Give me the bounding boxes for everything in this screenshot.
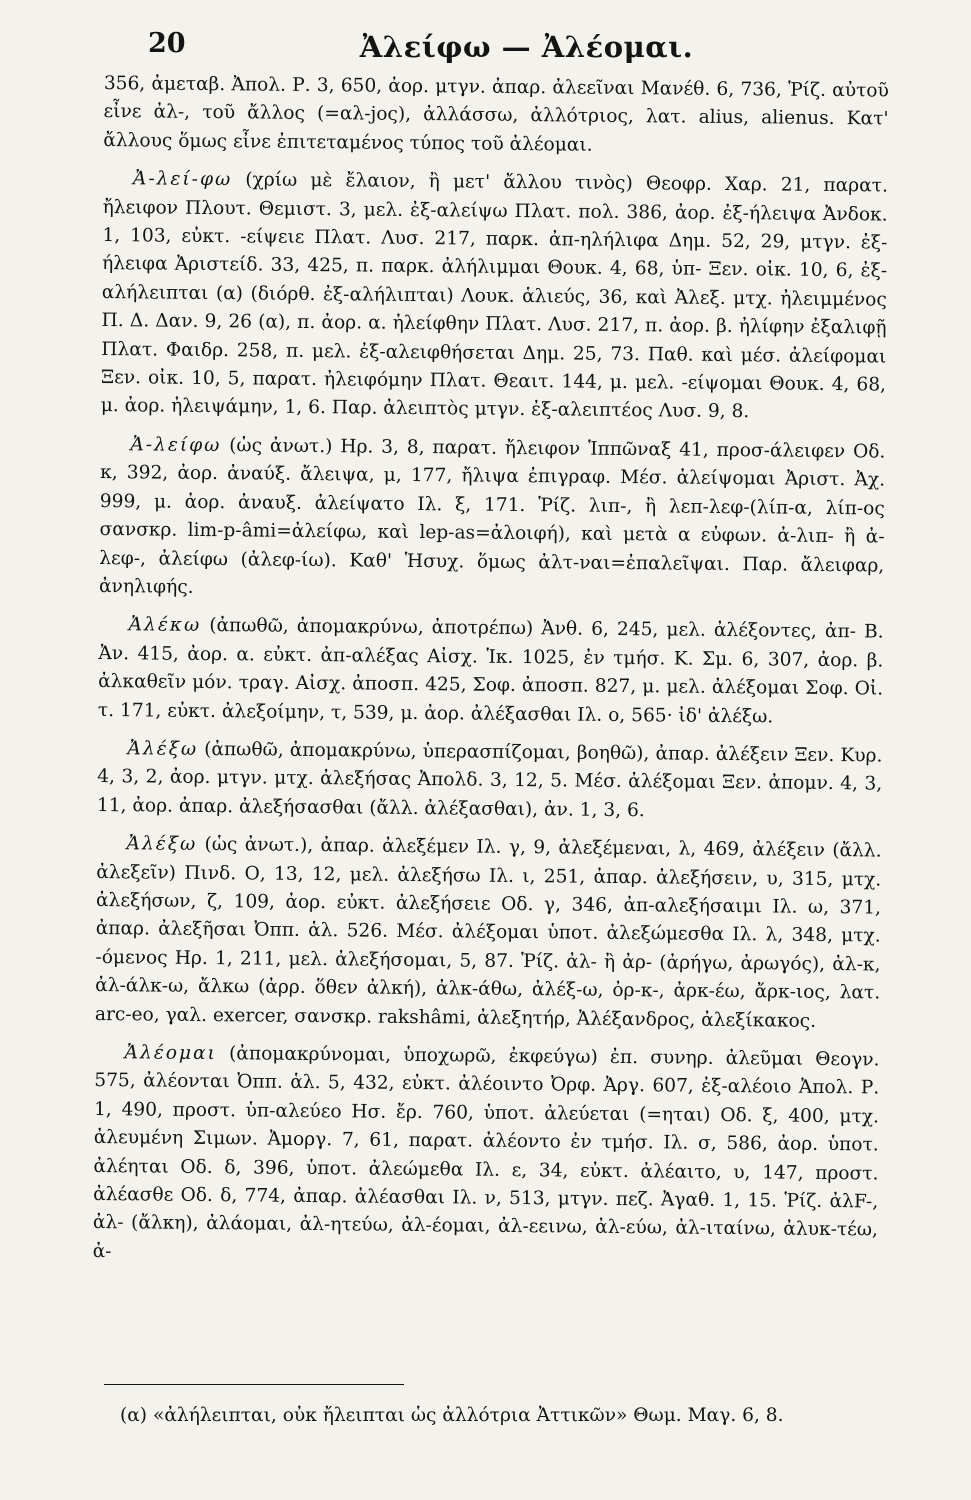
entry-lemma: Ἀλέξω bbox=[127, 738, 199, 760]
entry-text: (ὡς ἀνωτ.), ἀπαρ. ἀλεξέμεν Ιλ. γ, 9, ἀλεξέμεναι, λ, 469, ἀλέξειν (ἄλλ. ἀλεξεῖν) Πινδ. Ο, 13, 12, μελ. ἀλεξήσω Ιλ. ι, 251, ἀπαρ. ἀλεξήσειν, υ, 315, μτχ. ἀλεξήσων, ζ, 109, ἀορ. εὐκτ. ἀλεξήσειε Οδ. γ, 346, ἀπ-αλεξήσαιμι Ιλ. ω, 371, ἀπαρ. ἀλεξῆσαι Ὀππ. ἁλ. 526. Μέσ. ἀλέξομαι ὑποτ. ἀλεξώμεσθα Ιλ. λ, 348, μτχ. -όμενος Ηρ. 1, 211, μελ. ἀλεξήσομαι, 5, 87. Ῥίζ. ἀλ- ἢ ἀρ- (ἀρήγω, ἀρωγός), ἀλ-κ, ἀλ-άλκ-ω, ἄλκω (ἀρρ. ὅθεν ἀλκή), ἀλκ-άθω, ἀλέξ-ω, ὀρ-κ-, ἀρκ-έω, ἄρκ-ιος, λατ. arc-eo, γαλ. exercer, σανσκρ. rakshâmi, ἀλεξητήρ, Ἀλέξανδρος, ἀλεξίκακος. bbox=[94, 834, 882, 1032]
entry bbox=[97, 735, 883, 828]
entry bbox=[95, 830, 882, 1036]
entry-text: (ἀπωθῶ, ἀπομακρύνω, ἀποτρέπω) Ἀνθ. 6, 245, μελ. ἀλέξοντες, ἀπ- Β. Ἀν. 415, ἀορ. α. εὐκτ. ἀπ-αλέξας Αἰσχ. Ἱκ. 1025, ἐν τμήσ. Κ. Σμ. 6, 307, ἀορ. β. ἀλκαθεῖν μόν. τραγ. Αἰσχ. ἀποσπ. 425, Σοφ. ἀποσπ. 827, μ. μελ. ἀλέξομαι Σοφ. Οἰ. τ. 171, εὐκτ. ἀλεξοίμην, τ, 539, μ. ἀορ. ἀλέξασθαι Ιλ. ο, 565· ἰδ' ἀλέξω. bbox=[97, 615, 884, 727]
footnote: (α) «ἀλήλειπται, οὐκ ἤλειπται ὡς ἀλλότρια Ἀττικῶν» Θωμ. Μαγ. 6, 8. bbox=[120, 1405, 784, 1426]
page-header bbox=[104, 14, 889, 70]
entries-body bbox=[93, 70, 889, 1274]
entry-text: (ἀπωθῶ, ἀπομακρύνω, ὑπερασπίζομαι, βοηθῶ), ἀπαρ. ἀλέξειν Ξεν. Κυρ. 4, 3, 2, ἀορ. μτγν. μτχ. ἀλεξήσας Ἀπολδ. 3, 12, 5. Μέσ. ἀλέξομαι Ξεν. ἀπομν. 4, 3, 11, ἀορ. ἀπαρ. ἀλεξήσασθαι (ἄλλ. ἀλέξασθαι), ἀν. 1, 3, 6. bbox=[96, 738, 883, 821]
entry bbox=[98, 611, 884, 732]
entry bbox=[103, 70, 889, 163]
footnote-divider bbox=[104, 1384, 404, 1385]
entry-lemma: Ἀλέκω bbox=[128, 614, 202, 637]
running-head: Ἀλείφω — Ἀλέομαι. bbox=[359, 30, 694, 64]
entry-lemma: Ἀλέξω bbox=[126, 833, 198, 856]
entry-text: (ἀπομακρύνομαι, ὑποχωρῶ, ἐκφεύγω) ἐπ. συνηρ. ἀλεῦμαι Θεογν. 575, ἀλέονται Ὀππ. ἁλ. 5, 432, εὐκτ. ἀλέοιντο Ὀρφ. Ἀργ. 607, ἐξ-αλέοιο Ἀπολ. Ρ. 1, 490, προστ. ὑπ-αλεύεο Ησ. ἔρ. 760, ὑποτ. ἀλεύεται (=ηται) Οδ. ξ, 400, μτχ. ἀλευμένη Σιμων. Ἀμοργ. 7, 61, παρατ. ἀλέοντο ἐν τμήσ. Ιλ. σ, 586, ἀορ. ὑποτ. ἀλέηται Οδ. δ, 396, ὑποτ. ἀλεώμεθα Ιλ. ε, 34, εὐκτ. ἀλέαιτο, υ, 147, προστ. ἀλέασθε Οδ. δ, 774, ἀπαρ. ἀλέασθαι Ιλ. ν, 513, μτγν. πεζ. Ἀγαθ. 1, 15. Ῥίζ. ἀλF-, ἀλ- (ἄλκη), ἀλάομαι, ἀλ-ητεύω, ἀλ-έομαι, ἀλ-εεινω, ἀλ-εύω, ἀλ-ιταίνω, ἀλυκ-τέω, ἀ- bbox=[92, 1043, 880, 1262]
entry bbox=[99, 431, 886, 609]
page-number: 20 bbox=[148, 28, 186, 59]
entry-lemma: Ἀ-λεί-φω bbox=[132, 168, 233, 191]
entry-lemma: Ἀ-λείφω bbox=[130, 434, 222, 457]
entry bbox=[93, 1039, 880, 1274]
entry bbox=[101, 165, 888, 428]
entry-text: 356, ἀμεταβ. Ἀπολ. Ρ. 3, 650, ἀορ. μτγν. ἀπαρ. ἀλεεῖναι Μανέθ. 6, 736, Ῥίζ. αὐτοῦ εἶνε ἀλ-, τοῦ ἄλλος (=αλ-jος), ἀλλάσσω, ἀλλότριος, λατ. alius, alienus. Κατ' ἄλλους ὅμως εἶνε ἐπιτεταμένος τύπος τοῦ ἀλέομαι. bbox=[103, 72, 889, 156]
entry-text: (χρίω μὲ ἔλαιον, ἢ μετ' ἄλλου τινὸς) Θεοφρ. Χαρ. 21, παρατ. ἤλειφον Πλουτ. Θεμιστ. 3, μελ. ἐξ-αλείψω Πλατ. πολ. 386, ἀορ. ἐξ-ήλειψα Ἀνδοκ. 1, 103, εὐκτ. -είψειε Πλατ. Λυσ. 217, παρκ. ἀπ-ηλήλιφα Δημ. 52, 29, μτγν. ἐξ-ήλειφα Ἀριστείδ. 33, 425, π. παρκ. ἀλήλιμμαι Θουκ. 4, 68, ὑπ- Ξεν. οἰκ. 10, 6, ἐξ-αλήλειπται (α) (διόρθ. ἐξ-αλήλιπται) Λουκ. ἁλιεύς, 36, καὶ Ἀλεξ. μτχ. ἠλειμμένος Π. Δ. Δαν. 9, 26 (α), π. ἀορ. α. ἠλείφθην Πλατ. Λυσ. 217, π. ἀορ. β. ἠλίφην ἐξαλιφῇ Πλατ. Φαιδρ. 258, π. μελ. ἐξ-αλειφθήσεται Δημ. 25, 73. Παθ. καὶ μέσ. ἀλείφομαι Ξεν. οἰκ. 10, 5, παρατ. ἠλειφόμην Πλατ. Θεαιτ. 144, μ. μελ. -είψομαι Θουκ. 4, 68, μ. ἀορ. ἠλειψάμην, 1, 6. Παρ. ἀλειπτὸς μτγν. ἐξ-αλειπτέος Λυσ. 9, 8. bbox=[100, 169, 889, 423]
entry-text: (ὡς ἀνωτ.) Ηρ. 3, 8, παρατ. ἤλειφον Ἱππῶναξ 41, προσ-άλειφεν Οδ. κ, 392, ἀορ. ἀναύξ. ἄλειψα, μ, 177, ἤλιψα ἐπιγραφ. Μέσ. ἀλείψομαι Ἀριστ. Ἀχ. 999, μ. ἀορ. ἀναυξ. ἀλείψατο Ιλ. ξ, 171. Ῥίζ. λιπ-, ἢ λεπ-λεφ-(λίπ-α, λίπ-ος σανσκρ. lim-p-âmi=ἀλείφω, καὶ lep-as=ἀλοιφή), καὶ μετὰ α εὐφων. ἀ-λιπ- ἢ ἀ-λεφ-, ἀλείφω (ἀλεφ-ίω). Καθ' Ἡσυχ. ὅμως ἀλτ-ναι=ἐπαλεῖψαι. Παρ. ἄλειφαρ, ἀνηλιφής. bbox=[98, 435, 886, 598]
entry-lemma: Ἀλέομαι bbox=[124, 1042, 217, 1065]
